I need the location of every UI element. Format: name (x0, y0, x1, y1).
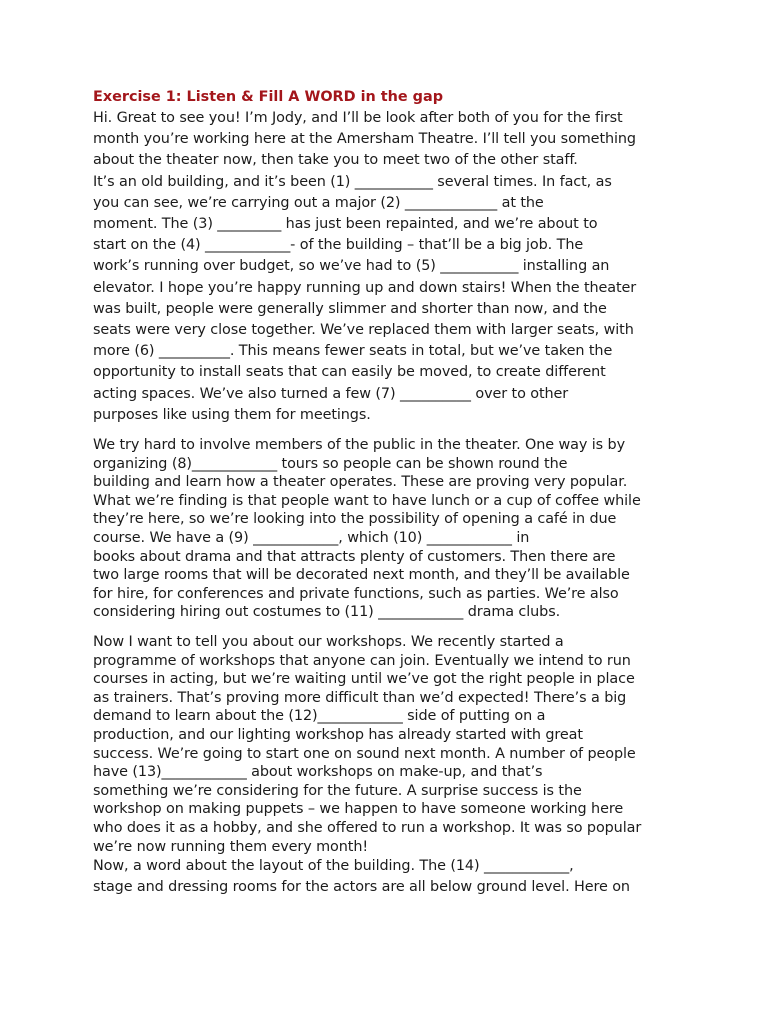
paragraph-workshops (93, 633, 683, 856)
text-line: production, and our lighting workshop has already started with great (93, 726, 583, 743)
text-line: for hire, for conferences and private functions, such as parties. We’re also (93, 585, 619, 602)
paragraph-public (93, 436, 683, 622)
text-line: Now, a word about the layout of the building. The (14) ____________, (93, 858, 574, 875)
text-line: you can see, we’re carrying out a major (2) _____________ at the (93, 194, 544, 211)
text-line: We try hard to involve members of the public in the theater. One way is by (93, 437, 625, 454)
text-line: organizing (8)____________ tours so people can be shown round the (93, 455, 568, 472)
text-line: What we’re finding is that people want to have lunch or a cup of coffee while (93, 492, 641, 509)
text-line: building and learn how a theater operates. These are proving very popular. (93, 474, 628, 491)
text-line: start on the (4) ____________- of the building – that’ll be a big job. The (93, 237, 584, 254)
text-line: we’re now running them every month! (93, 838, 369, 855)
text-line: more (6) __________. This means fewer seats in total, but we’ve taken the (93, 343, 613, 360)
text-line: as trainers. That’s proving more difficult than we’d expected! There’s a big (93, 689, 627, 706)
text-line: opportunity to install seats that can easily be moved, to create different (93, 364, 606, 381)
text-line: It’s an old building, and it’s been (1) ___________ several times. In fact, as (93, 173, 612, 190)
text-line: success. We’re going to start one on sound next month. A number of people (93, 745, 636, 762)
text-line: have (13)____________ about workshops on make-up, and that’s (93, 764, 543, 781)
text-line: programme of workshops that anyone can join. Eventually we intend to run (93, 652, 631, 669)
text-line: two large rooms that will be decorated next month, and they’ll be available (93, 567, 630, 584)
text-line: elevator. I hope you’re happy running up and down stairs! When the theater (93, 279, 637, 296)
text-line: seats were very close together. We’ve replaced them with larger seats, with (93, 322, 634, 339)
text-line: work’s running over budget, so we’ve had to (5) ___________ installing an (93, 258, 610, 275)
paragraph-layout (93, 856, 683, 898)
text-line: course. We have a (9) ____________, which (10) ____________ in (93, 530, 530, 547)
text-line: demand to learn about the (12)____________ side of putting on a (93, 708, 546, 725)
document-page (93, 87, 683, 899)
text-line: Now I want to tell you about our workshops. We recently started a (93, 633, 564, 650)
text-line: about the theater now, then take you to meet two of the other staff. (93, 152, 578, 169)
text-line: something we’re considering for the future. A surprise success is the (93, 782, 582, 799)
text-line: acting spaces. We’ve also turned a few (7) __________ over to other (93, 385, 569, 402)
text-line: who does it as a hobby, and she offered to run a workshop. It was so popular (93, 819, 642, 836)
text-line: stage and dressing rooms for the actors are all below ground level. Here on (93, 879, 630, 896)
text-line: workshop on making puppets – we happen to have someone working here (93, 801, 624, 818)
text-line: books about drama and that attracts plenty of customers. Then there are (93, 548, 616, 565)
text-line: month you’re working here at the Amersham Theatre. I’ll tell you something (93, 131, 636, 148)
text-line: was built, people were generally slimmer and shorter than now, and the (93, 300, 607, 317)
text-line: moment. The (3) _________ has just been repainted, and we’re about to (93, 216, 598, 233)
paragraph-intro (93, 108, 683, 426)
text-line: Hi. Great to see you! I’m Jody, and I’ll be look after both of you for the first (93, 110, 623, 126)
text-line: courses in acting, but we’re waiting until we’ve got the right people in place (93, 671, 635, 688)
exercise-title: Exercise 1: Listen & Fill A WORD in the gap (93, 89, 443, 105)
text-line: they’re here, so we’re looking into the possibility of opening a café in due (93, 511, 617, 528)
text-line: purposes like using them for meetings. (93, 406, 371, 423)
text-line: considering hiring out costumes to (11) ____________ drama clubs. (93, 604, 561, 621)
